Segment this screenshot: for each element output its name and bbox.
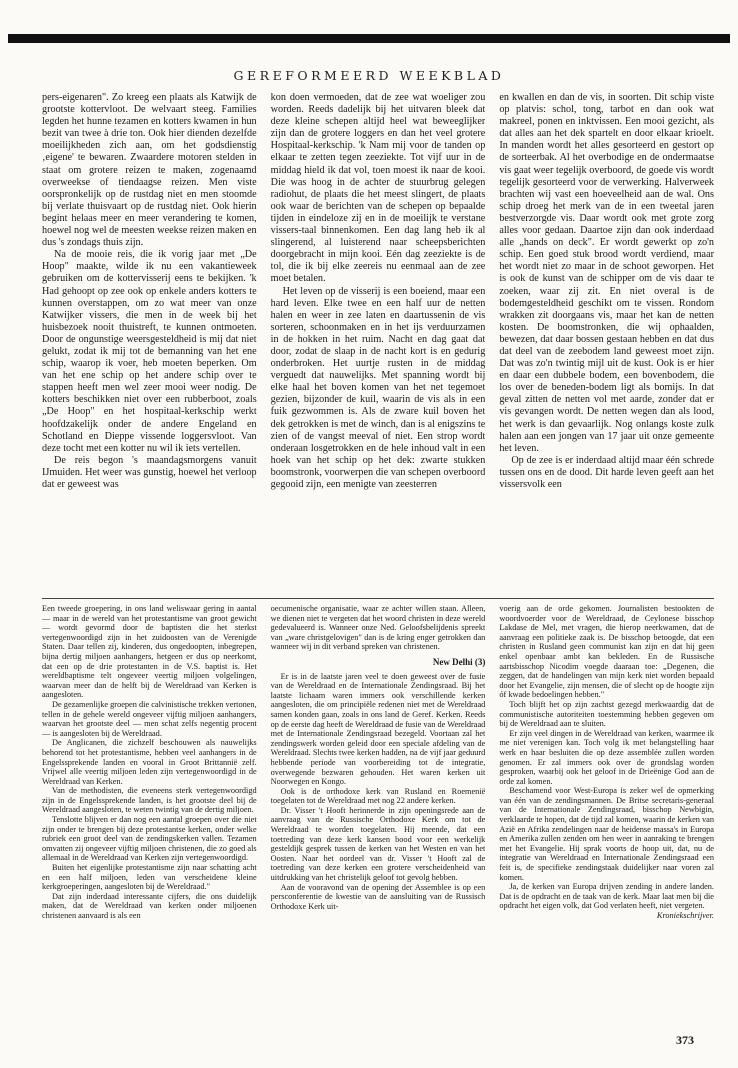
section-subheading: New Delhi (3) xyxy=(432,656,486,667)
paragraph: Een tweede groepering, in ons land weliswaar gering in aantal — maar in de wereld van het protestantisme van groot gewicht — wordt gevormd door de baptisten die het sterkst vertegenwoordigd zijn in het zuidoosten van de Verenigde Staten. Daar tellen zij, kinderen, dus ongedoopten, inbegrepen, bijna dertig miljoen aanhangers, hetgeen er dus op neerkomt, dat een op de drie protestanten in de V.S. baptist is. Het wereldbaptisme telt ongeveer veertig miljoen volgelingen, waarvan meer dan de helft bij de Wereldraad van Kerken is aangesloten. xyxy=(42,604,257,700)
paragraph: Ook is de orthodoxe kerk van Rusland en Roemenië toegelaten tot de Wereldraad met nog 22 andere kerken. xyxy=(270,786,486,806)
paragraph: Van de methodisten, die eveneens sterk vertegenwoordigd zijn in de Engelssprekende landen, is het grootste deel bij de Wereldraad aangesloten, te weten twintig van de dertig miljoen. xyxy=(42,786,257,815)
paragraph: Er is in de laatste jaren veel te doen geweest over de fusie van de Wereldraad en de Internationale Zendingsraad. Bij het laatste lichaam waren immers ook verschillende kerken aangesloten, die om principiële redenen niet met de Wereldraad samen konden gaan, zoals in ons land de Geref. Kerken. Reeds op de eerste dag heeft de Wereldraad de fusie van de Wereldraad met de Internationale Zendingsraad bezegeld. Voortaan zal het zendingswerk worden geleid door een speciale afdeling van de Wereldraad. Slechts twee kerken hadden, na de vijf jaar geduurd hebbende periode van voorbereiding tot de integratie, overwegende bezwaren gehouden. Het waren kerken uit Noorwegen en Kongo. xyxy=(270,671,486,787)
paragraph: Aan de vooravond van de opening der Assemblee is op een persconferentie de kwestie van de aansluiting van de Russisch Orthodoxe Kerk uit- xyxy=(270,882,486,911)
paragraph: De reis begon 's maandagsmorgens vanuit IJmuiden. Het weer was gunstig, hoewel het verloop dat er geweest was xyxy=(42,454,257,490)
paragraph: pers-eigenaren". Zo kreeg een plaats als Katwijk de grootste kottervloot. De welvaart steeg. Families legden het hunne tezamen en kotters kwamen in hun bezit van twee à drie ton. Ook hier dienden dezelfde moeilijkheden zich aan, om het godsdienstig ‚eigene' te bewaren. Zwaardere motoren stelden in staat om grotere reizen te maken, zogenaamd overweekse of tiendaagse reizen. Men viste oorspronkelijk op de rustdag niet en men stoomde bij verlate thuisvaart op de rustdag niet. Ook hierin begint helaas meer en meer verandering te komen, hoewel nog wel de meesten weekse reizen maken en dus 's zondags thuis zijn. xyxy=(42,92,257,249)
paragraph: De Anglicanen, die zichzelf beschouwen als nauwelijks behorend tot het protestantisme, hebben veel aanhangers in de Engelssprekende landen en vooral in Groot Brittannië zelf. Vrijwel alle veertig miljoen leden zijn vertegenwoordigd in de Wereldraad van Kerken. xyxy=(42,738,257,786)
author-signature: Kroniekschrijver. xyxy=(656,911,714,920)
paragraph: kon doen vermoeden, dat de zee wat woeliger zou worden. Reeds dadelijk bij het uitvaren bleek dat deze kleine schepen altijd heel wat beweeglijker zijn dan de grotere loggers en dan het veel grotere Hospitaal-kerkschip. 'k Nam mij voor de tanden op elkaar te zetten tegen zeeziekte. Tot vijf uur in de middag hield ik dat vol, toen moest ik naar de kooi. Die was hoog in de achter de stuurbrug gelegen radiohut, de plaats die het meest slingert, de plaats ook waar de berichten van de schepen op bepaalde tijden in eindeloze zij en in de moeilijk te verstane vissers-taal binnenkomen. Een dag lang heb ik al slingerend, al luisterend naar scheepsberichten doorgebracht in mijn kooi. Eén dag zeeziekte is de tol, die ik bij elke zeereis nu eenmaal aan de zee moet betalen. xyxy=(270,92,486,285)
paragraph: voerig aan de orde gekomen. Journalisten bestookten de woordvoerder voor de Wereldraad, de Ceylonese bisschop Lakdase de Mel, met vragen, die hierop neerkwamen, dat de aanvraag een politieke zaak is. De bisschop betoogde, dat een christen in Rusland geen communist kan zijn en dat hij geen enkel openbaar ambt kan bekleden. En de Russische aartsbisschop Nicodim voegde daaraan toe: „Degenen, die zeggen, dat de handelingen van mijn kerk niet worden bepaald door het Evangelie, zijn mensen, die of slecht op de hoogte zijn óf kwade bedoelingen hebben." xyxy=(499,604,714,700)
news-column-2 xyxy=(271,604,486,1004)
paragraph: oecumenische organisatie, waar ze achter willen staan. Alleen, we dienen niet te vergeten dat het woord christen in deze wereld gedevalueerd is. Wanneer onze Ned. Geloofsbelijdenis spreekt van „ware christgelovigen" dan is de kring enger getrokken dan wanneer wij in dit verband spreken van christenen. xyxy=(270,604,486,652)
paragraph: Beschamend voor West-Europa is zeker wel de opmerking van één van de zendingsmannen. De Britse secretaris-generaal van de Internationale Zendingsraad, bisschop Newbigin, verklaarde te hopen, dat de tijd zal komen, waarin de kerken van Azië en Afrika zendelingen naar de heidense massa's in Europa en Amerika zullen zenden om hen weer in aanraking te brengen met het Evangelie. Hij sprak voorts de hoop uit, dat, nu de integratie van Wereldraad en Internationale Zendingsraad een feit is, de specifieke zendingstaak duidelijker naar voren zal komen. xyxy=(499,786,714,882)
paragraph: Buiten het eigenlijke protestantisme zijn naar schatting acht en een half miljoen, leden van verscheidene kleine kerkgroeperingen, aangesloten bij de Wereldraad." xyxy=(42,863,257,892)
news-column-1 xyxy=(42,604,257,1004)
paragraph: Toch blijft het op zijn zachtst gezegd merkwaardig dat de communistische autoriteiten toestemming hebben gegeven om bij de Wereldraad aan te sluiten. xyxy=(499,699,714,729)
paragraph: Er zijn veel dingen in de Wereldraad van kerken, waarmee ik me niet verenigen kan. Toch volg ik met belangstelling haar werk en haar besluiten die op deze assemblée zullen worden genomen. Er zal immers ook over de grondslag worden gesproken, waarbij ook het geloof in de Drieënige God aan de orde zal komen. xyxy=(499,728,714,786)
article-column-2 xyxy=(271,92,486,592)
paragraph: Tenslotte blijven er dan nog een aantal groepen over die niet zijn onder te brengen bij deze protestantse kerken, onder welke rubriek een groot deel van de zendingskerken vallen. Tezamen omvatten zij ongeveer vijftig miljoen christenen, die zo goed als allemaal in de Wereldraad van Kerken zijn vertegenwoordigd. xyxy=(42,815,257,863)
news-column-3 xyxy=(499,604,714,1004)
page-number: 373 xyxy=(676,1033,694,1047)
top-rule xyxy=(8,34,730,43)
section-divider xyxy=(42,598,714,599)
paragraph: Dr. Visser 't Hooft herinnerde in zijn openingsrede aan de aanvraag van de Russische Orthodoxe Kerk om tot de Wereldraad te worden toegelaten. Hij meende, dat een toetreding van deze kerk kansen bood voor een werkelijk gesteldijk gesprek tussen de kerken van het Westen en van het Oosten. Naar het oordeel van dr. Visser 't Hooft zal de toetreding van deze kerken een grotere verscheidenheid van uitdrukking van het christelijk geloof tot gevolg hebben. xyxy=(270,805,486,883)
paragraph: en kwallen en dan de vis, in soorten. Dit schip viste op platvis: schol, tong, tarbot en dan ook wat makreel, ponen en inktvissen. Een mooi gezicht, als dat alles aan het dek spartelt en door elkaar krioelt. In manden wordt het alles gesorteerd en gestort op de sorteerbak. Al het overbodige en de ondermaatse vis gaat weer tegelijk overboord, de goede vis wordt tegelijk gesorteerd voor de verwerking. Halverweek brachten wij vast een hoeveelheid aan de wal. Ons schip droeg het merk van de in een tweetal jaren bestverzorgde vis. Daar wordt ook met grote zorg alles voor gedaan. Daartoe zijn dan ook inderdaad alle „hands on deck". Er wordt gewerkt op zo'n schip. Een goed stuk brood wordt verdiend, maar het wordt niet zo maar in de schoot geworpen. Het is ook de kunst van de schipper om de vis daar te zoeken, waar zij zit. En niet overal is de bodemgesteldheid geschikt om te vissen. Rondom wrakken zit doorgaans vis, maar het kan de netten kosten. De boomstronken, die wij ophaalden, bewezen, dat daar bossen gestaan hebben en dat dus dat deel van de zeebodem land geweest moet zijn. Dat was zo'n twintig mijl uit de kust. Ook is er hier en daar een dubbele bodem, een bovenbodem, die los over de beneden-bodem ligt als bomijs. In dat geval zitten de netten vol met aarde, zonder dat er vis gevangen wordt. De netten wegen dan als lood, het werk is dan gevaarlijk. Nog onlangs koste zulk halen aan een jongen van 17 jaar uit onze gemeente het leven. xyxy=(499,92,714,454)
page-header: GEREFORMEERD WEEKBLAD xyxy=(233,68,505,83)
paragraph: Op de zee is er inderdaad altijd maar één schrede tussen ons en de dood. Dit harde leven geeft aan het vissersvolk een xyxy=(499,454,714,490)
article-column-1 xyxy=(42,92,257,592)
paragraph: De gezamenlijke groepen die calvinistische trekken vertonen, tellen in de gehele wereld ongeveer vijftig miljoen aanhangers, waarvan het grootste deel — men schat zelfs negentig procent — is aangesloten bij de Wereldraad. xyxy=(42,699,257,738)
paragraph: Ja, de kerken van Europa drijven zending in andere landen. Dat is de opdracht en de taak van de kerk. Maar laat men bij die opdracht het eigen volk, dat God verlaten heeft, niet vergeten. xyxy=(499,882,714,911)
paragraph: Na de mooie reis, die ik vorig jaar met „De Hoop" maakte, wilde ik nu een vakantieweek gebruiken om de kottervisserij eens te bekijken. 'k Had gehoopt op zee ook op enkele anders kotters te kunnen overstappen, om zo wat meer van onze Katwijker vissers, die men in de week bij het huisbezoek nooit thuistreft, te kunnen ontmoeten. Door de ongunstige weersgesteldheid is mij dat niet gelukt, zodat ik mij tot de bemanning van het ene schip, waarop ik voer, heb moeten beperken. Om van het ene schip op het andere schip over te stappen heeft men wel zeer mooi weer nodig. De kotters beschikken niet over een rubberboot, zoals „De Hoop" en het hospitaal-kerkschip werkt hoofdzakelijk onder de andere Engeland en Schotland en Dieppe vissende loggersvloot. Van deze tocht met een kotter nu wil ik iets vertellen. xyxy=(42,249,257,454)
paragraph: Dat zijn inderdaad interessante cijfers, die ons duidelijk maken, dat de Wereldraad van kerken onder miljoenen christenen aanvaard is als een xyxy=(42,891,257,920)
paragraph: Het leven op de visserij is een boeiend, maar een hard leven. Elke twee en een half uur de netten halen en weer in zee laten en daartussenin de vis sorteren, schoonmaken en in het ijs verduurzamen in de hokken in het ruim. Nacht en dag gaat dat door, zodat de slaap in de nacht kort is en gedurig onderbroken. Het uurtje rusten in de middag verguedt dat nauwelijks. Met spanning wordt bij elke haal het boven komen van het net tegemoet gezien, bijzonder de kuil, waarin de vis als in een fuik gezwommen is. Als de zware kuil boven het dek getrokken is met de winch, dan is al enigszins te zien of de vangst meeval of niet. Een strop wordt onderaan losgetrokken en de hele inhoud valt in een hoek van het schip op het dek: zwarte stukken boomstronk, voorwerpen die van schepen overboord gegooid zijn, een menigte van zeesterren xyxy=(270,285,486,490)
article-columns xyxy=(42,92,714,592)
article-column-3 xyxy=(499,92,714,592)
news-columns xyxy=(42,604,714,1004)
